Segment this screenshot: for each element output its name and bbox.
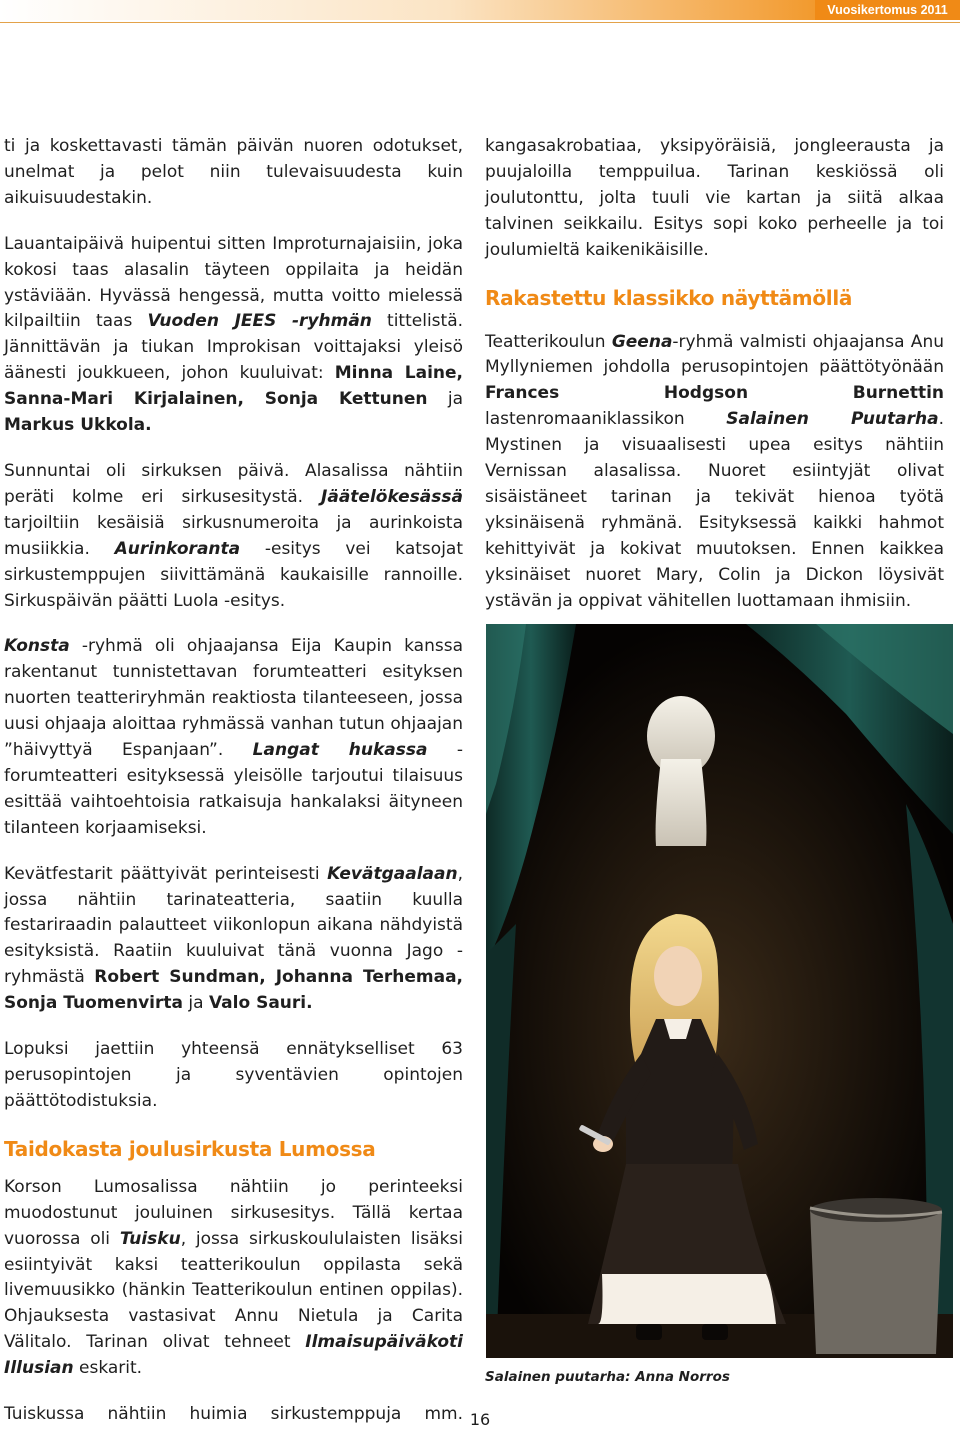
header-title: Vuosikertomus 2011: [815, 0, 960, 20]
section-heading-joulusirkus: Taidokasta joulusirkusta Lumossa: [4, 1136, 376, 1161]
paragraph: Lopuksi jaettiin yhteensä ennätykselliset 63 perusopintojen ja syventävien opintojen päättötodistuksia.: [4, 1039, 463, 1111]
stage-photo-illustration: [486, 624, 953, 1358]
paragraph: Sunnuntai oli sirkuksen päivä. Alasalissa nähtiin peräti kolme eri sirkusesitystä. Jäätelökesässä tarjoiltiin kesäisiä sirkusnumeroita ja aurinkoista musiikkia. Aurinkoranta -esitys vei katsojat sirkustemppujen siivittämänä kaukaisille rannoille. Sirkuspäivän päätti Luola -esitys.: [4, 460, 464, 611]
paragraph: Teatterikoulun Geena-ryhmä valmisti ohjaajansa Anu Myllyniemen johdolla perusopintojen päättötyönään Frances Hodgson Burnettin lastenromaaniklassikon Salainen Puutarha. Mystinen ja visuaalisesti upea esitys nähtiin Vernissan alasalissa. Nuoret esiintyjät olivat sisäistäneet tarinan ja tekivät hienoa työtä yksinäisenä ryhmänä. Esityksessä kaikki hahmot kehittyivät ja kokivat muutoksen. Ennen kaikkea yksinäiset nuoret Mary, Colin ja Dickon löysivät ystävän ja oppivat vähitellen luottamaan ihmisiin.: [485, 331, 944, 611]
paragraph: Konsta -ryhmä oli ohjaajansa Eija Kaupin kanssa rakentanut tunnistettavan forumteatteri esityksen nuorten teatteriryhmän reaktiosta tilanteeseen, jossa uusi ohjaaja aloittaa ryhmässä vanhan tutun ohjaajan ”häivyttyä Espanjaan”. Langat hukassa -forumteatteri esityksessä yleisölle tarjoutui tilaisuus esittää vaihtoehtoisia ratkaisuja hankalaksi äityneen tilanteen korjaamiseksi.: [4, 636, 463, 838]
paragraph: kangasakrobatiaa, yksipyöräisiä, jongleerausta ja puujaloilla temppuilua. Tarinan keskiössä oli joulutonttu, jolta tuuli vie kartan ja siitä alkaa talvinen seikkailu. Esitys sopi koko perheelle ja toi joulumieltä kaikenikäisille.: [485, 136, 944, 260]
page-number: 16: [469, 1410, 491, 1429]
stage-photo: [486, 624, 953, 1358]
paragraph: Tuiskussa nähtiin huimia sirkustemppuja mm.: [4, 1404, 463, 1425]
paragraph: Kevätfestarit päättyivät perinteisesti Kevätgaalaan, jossa nähtiin tarinateatteria, saatiin kuulla festariraadin palautteet viikonlopun aikana nähdyistä esityksistä. Raatiin kuuluivat tänä vuonna Jago -ryhmästä Robert Sundman, Johanna Terhemaa, Sonja Tuomenvirta ja Valo Sauri.: [4, 863, 463, 1014]
header-gradient-stripe: [0, 0, 815, 20]
photo-caption: Salainen puutarha: Anna Norros: [485, 1369, 730, 1385]
paragraph: Lauantaipäivä huipentui sitten Improturnajaisiin, joka kokosi taas alasalin täyteen oppilaita ja heidän ystäviään. Hyvässä hengessä, mutta voitto mielessä kilpailtiin taas Vuoden JEES -ryhmän tittelistä. Jännittävän ja tiukan Improkisan voittajaksi yleisö äänesti joukkueen, johon kuuluivat: Minna Laine, Sanna-Mari Kirjalainen, Sonja Kettunen ja Markus Ukkola.: [4, 233, 464, 436]
paragraph: ti ja koskettavasti tämän päivän nuoren odotukset, unelmat ja pelot niin tulevaisuudesta kuin aikuisuudestakin.: [4, 136, 463, 208]
paragraph: Korson Lumosalissa nähtiin jo perinteeksi muodostunut jouluinen sirkusesitys. Tällä kertaa vuorossa oli Tuisku, jossa sirkuskoululaisten lisäksi esiintyivät kaksi teatterikoulun oppilasta sekä livemuusikko (hänkin Teatterikoulun entinen oppilas). Ohjauksesta vastasivat Annu Nietula ja Carita Välitalo. Tarinan olivat tehneet Ilmaisupäiväkoti Illusian eskarit.: [4, 1176, 463, 1379]
header-bar: [0, 0, 960, 23]
section-heading-klassikko: Rakastettu klassikko näyttämöllä: [485, 285, 853, 310]
metal-bucket: [810, 1198, 942, 1354]
left-column: [4, 134, 463, 1448]
right-column: [485, 134, 944, 635]
